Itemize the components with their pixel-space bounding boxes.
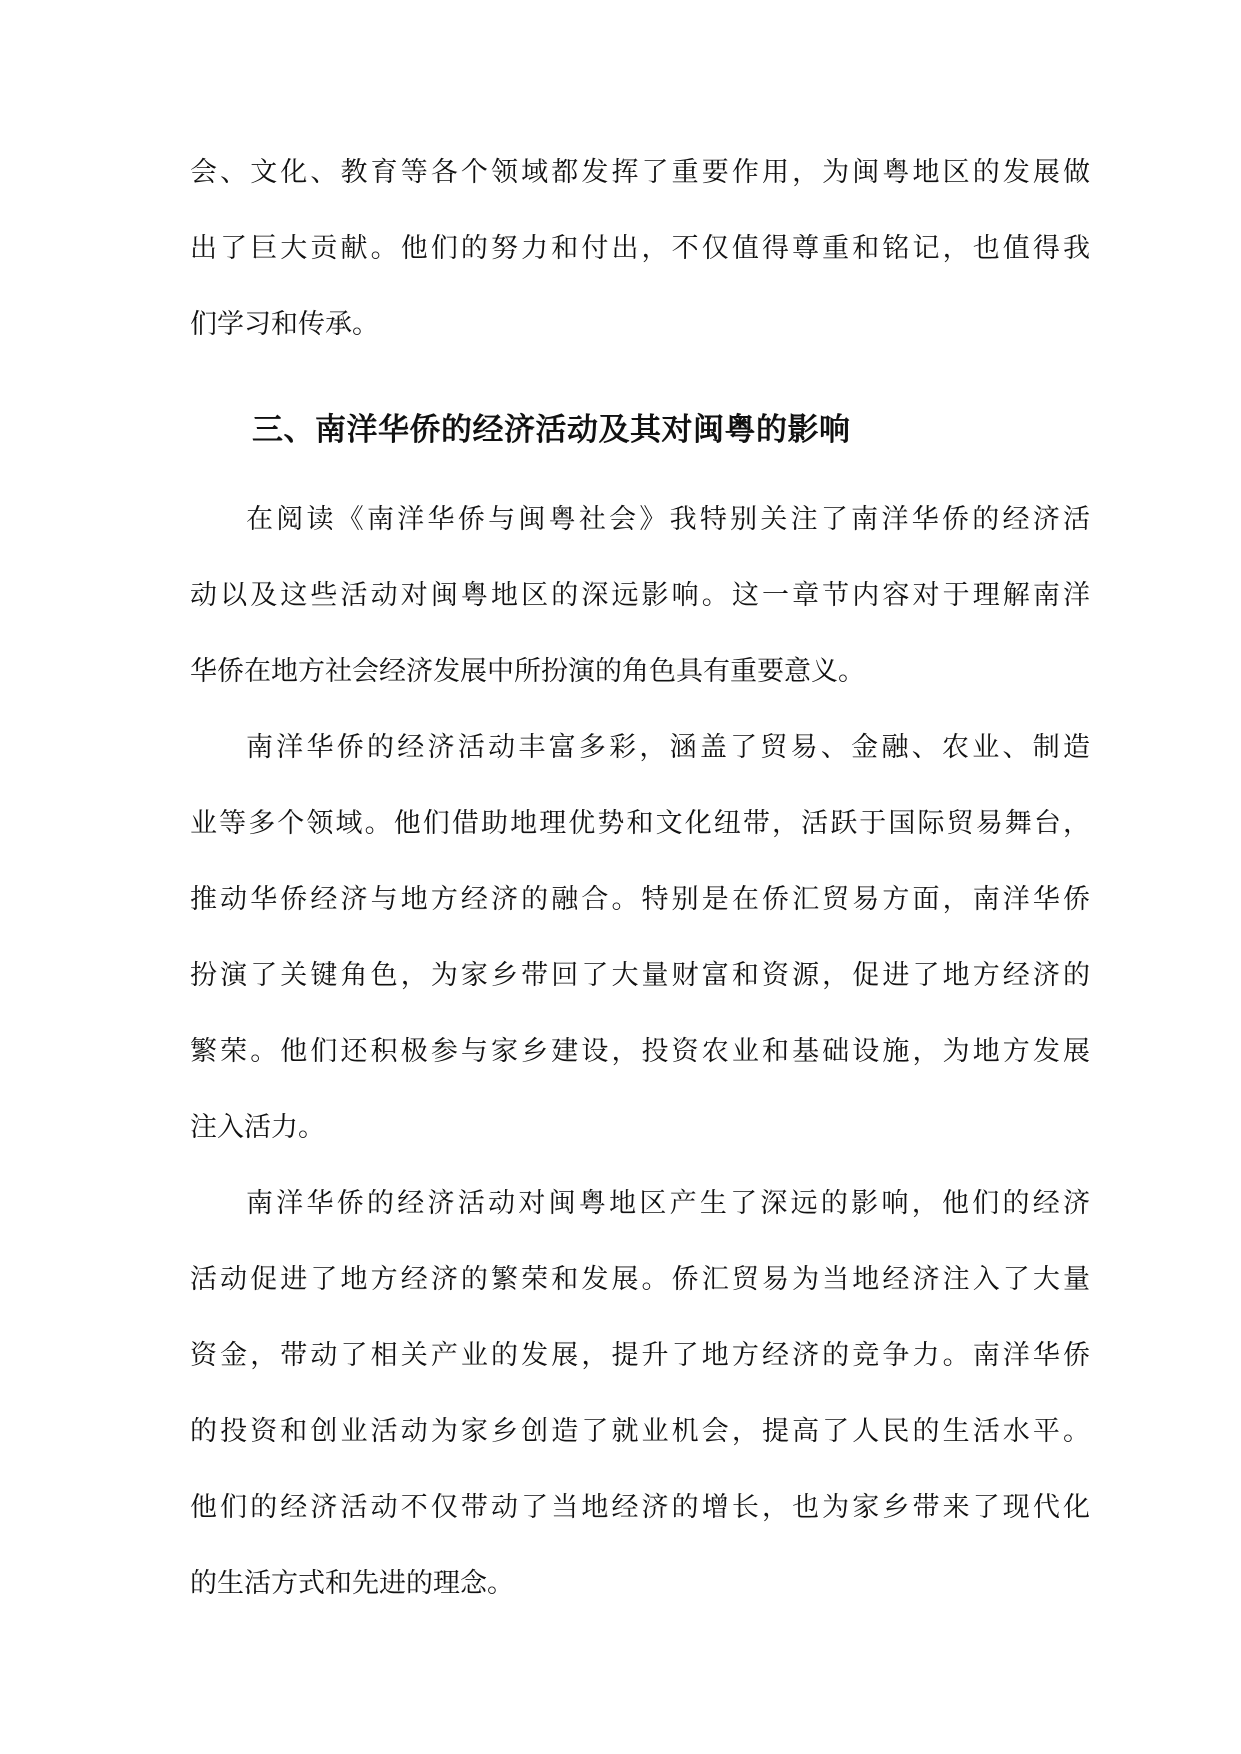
paragraph-1-line: 在阅读《南洋华侨与闽粤社会》我特别关注了南洋华侨的经济活 — [246, 504, 1090, 535]
paragraph-2-line: 扮演了关键角色，为家乡带回了大量财富和资源，促进了地方经济的 — [190, 960, 1090, 991]
paragraph-2-line: 推动华侨经济与地方经济的融合。特别是在侨汇贸易方面，南洋华侨 — [190, 884, 1090, 915]
paragraph-2-line: 业等多个领域。他们借助地理优势和文化纽带，活跃于国际贸易舞台， — [190, 808, 1090, 839]
body-text-line: 们学习和传承。 — [190, 309, 379, 340]
paragraph-3-line: 的投资和创业活动为家乡创造了就业机会，提高了人民的生活水平。 — [190, 1416, 1090, 1447]
paragraph-3-line: 资金，带动了相关产业的发展，提升了地方经济的竞争力。南洋华侨 — [190, 1340, 1090, 1371]
paragraph-3-line: 他们的经济活动不仅带动了当地经济的增长，也为家乡带来了现代化 — [190, 1492, 1090, 1523]
paragraph-3-line: 活动促进了地方经济的繁荣和发展。侨汇贸易为当地经济注入了大量 — [190, 1264, 1090, 1295]
body-text-line: 出了巨大贡献。他们的努力和付出，不仅值得尊重和铭记，也值得我 — [190, 233, 1090, 264]
paragraph-1-line: 华侨在地方社会经济发展中所扮演的角色具有重要意义。 — [190, 656, 865, 687]
paragraph-2-line: 繁荣。他们还积极参与家乡建设，投资农业和基础设施，为地方发展 — [190, 1036, 1090, 1067]
paragraph-2-line: 注入活力。 — [190, 1112, 325, 1143]
paragraph-3-line: 南洋华侨的经济活动对闽粤地区产生了深远的影响，他们的经济 — [246, 1188, 1090, 1219]
paragraph-3-line: 的生活方式和先进的理念。 — [190, 1568, 514, 1599]
paragraph-2-line: 南洋华侨的经济活动丰富多彩，涵盖了贸易、金融、农业、制造 — [246, 732, 1090, 763]
body-text-line: 会、文化、教育等各个领域都发挥了重要作用，为闽粤地区的发展做 — [190, 157, 1090, 188]
paragraph-1-line: 动以及这些活动对闽粤地区的深远影响。这一章节内容对于理解南洋 — [190, 580, 1090, 611]
section-heading: 三、南洋华侨的经济活动及其对闽粤的影响 — [252, 412, 851, 448]
